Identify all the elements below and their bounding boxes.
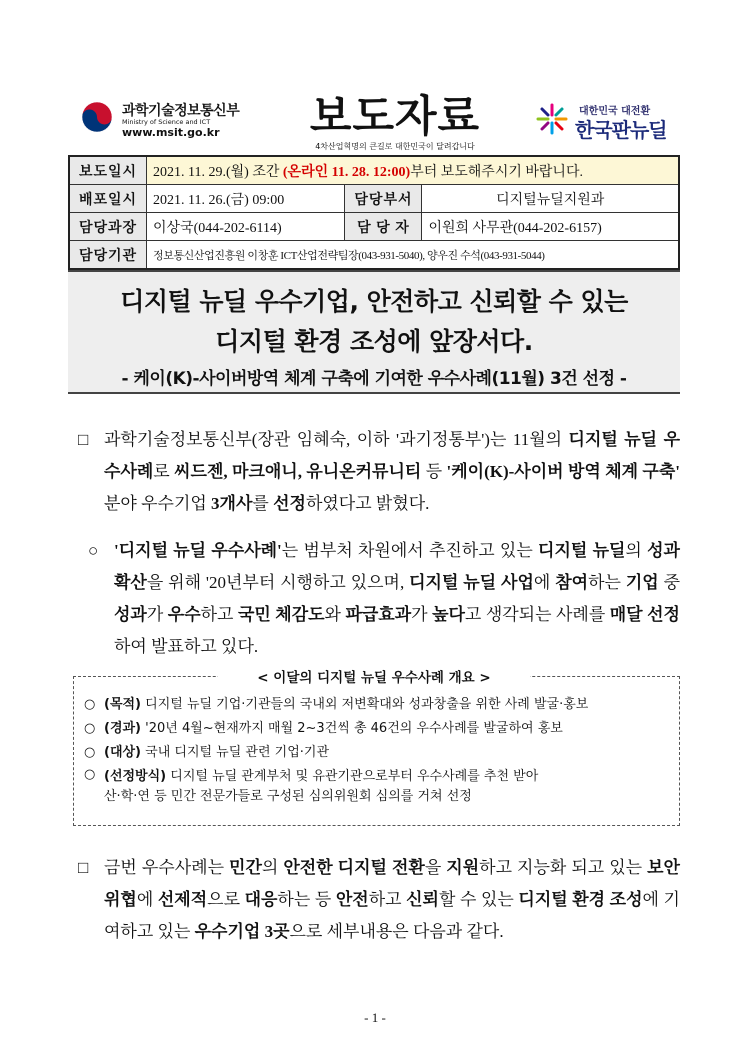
- text-bold: 선제적: [157, 890, 208, 909]
- korean-new-deal-logo: [535, 100, 685, 144]
- square-bullet: □: [78, 858, 89, 877]
- text: 금번 우수사례는: [104, 858, 230, 877]
- text: 하였다고 밝혔다.: [305, 494, 430, 513]
- text: 고 생각되는 사례를: [464, 605, 610, 624]
- text: 등: [421, 462, 447, 481]
- distribution-label: 배포일시: [69, 185, 147, 213]
- summary-item: [84, 717, 679, 741]
- page-number: - 1 -: [364, 1010, 386, 1025]
- section-chief-label: 담당과장: [69, 213, 147, 241]
- text-bold: '케이(K)-사이버 방역 체계 구축': [446, 462, 680, 481]
- text: 으로: [207, 890, 245, 909]
- release-info-table: [68, 155, 680, 270]
- text-bold: 매달 선정: [609, 605, 680, 624]
- text: 으로 세부내용은 다음과 같다.: [289, 922, 504, 941]
- text: 를: [252, 494, 274, 513]
- text-bold: 높다: [432, 605, 465, 624]
- text: 가: [146, 605, 168, 624]
- department-label: 담당부서: [345, 185, 422, 213]
- paragraph-1: [78, 424, 680, 520]
- text: 하고: [368, 890, 407, 909]
- text-bold: 지원: [446, 858, 480, 877]
- text: 하여 발표하고 있다.: [114, 637, 259, 656]
- agency-value: 정보통신산업진흥원 이창훈 ICT산업전략팀장(043-931-5040), 양우진 수석(043-931-5044): [147, 241, 680, 270]
- text: 에: [533, 573, 556, 592]
- text-bold: 디지털 환경 조성: [518, 890, 643, 909]
- summary-item-label: (선정방식): [104, 769, 167, 784]
- text: 로: [153, 462, 175, 481]
- text-bold: 우수: [167, 605, 201, 624]
- circle-bullet: ○: [88, 541, 99, 560]
- text: 에: [136, 890, 158, 909]
- text-bold: '디지털 뉴딜 우수사례': [114, 541, 282, 560]
- text: 을 위해 '20년부터 시행하고 있으며,: [146, 573, 410, 592]
- text-bold: 보안위협: [104, 858, 680, 909]
- paragraph-2: [88, 535, 680, 663]
- text-bold: 성과: [114, 605, 147, 624]
- text-bold: 선정: [273, 494, 306, 513]
- text-bold: 대응: [244, 890, 278, 909]
- release-label: 보도일시: [69, 156, 147, 185]
- text-bold: 성과확산: [114, 541, 680, 592]
- text-bold: 안전: [335, 890, 369, 909]
- text: 의: [625, 541, 648, 560]
- section-chief-value: 이상국(044-202-6114): [147, 213, 345, 241]
- summary-item-label: (목적): [104, 697, 141, 712]
- summary-item: [84, 741, 679, 765]
- text: 하고 지능화 되고 있는: [479, 858, 648, 877]
- release-value: [147, 156, 680, 185]
- text-bold: 참여: [555, 573, 589, 592]
- summary-item-text: 디지털 뉴딜 기업·기관들의 국내외 저변확대와 성과창출을 위한 사례 발굴·홍보: [141, 697, 589, 712]
- summary-item: [84, 693, 679, 717]
- text-bold: 파급효과: [345, 605, 412, 624]
- text: 의: [261, 858, 284, 877]
- summary-item-label: (대상): [104, 745, 141, 760]
- text: 는 범부처 차원에서 추진하고 있는: [281, 541, 539, 560]
- ministry-name: 과학기술정보통신부: [122, 103, 240, 119]
- taegeuk-emblem-icon: [80, 100, 114, 134]
- text: 와: [324, 605, 346, 624]
- release-row: [69, 156, 679, 185]
- person-in-charge-value: 이원희 사무관(044-202-6157): [422, 213, 679, 241]
- ministry-english-name: Ministry of Science and ICT: [122, 118, 211, 126]
- text: 을: [424, 858, 447, 877]
- paragraph-3: [78, 852, 680, 948]
- text-bold: 기업: [625, 573, 659, 592]
- text-bold: 민간: [229, 858, 262, 877]
- text: 할 수 있는: [438, 890, 519, 909]
- press-release-title: 보도자료: [309, 92, 481, 142]
- text: 에 기여하고 있는: [104, 890, 680, 941]
- text: 분야 우수기업: [104, 494, 212, 513]
- summary-item-text: 디지털 뉴딜 관계부처 및 유관기관으로부터 우수사례를 추천 받아: [166, 769, 539, 784]
- summary-item: [84, 765, 679, 807]
- department-value: 디지털뉴딜지원과: [422, 185, 679, 213]
- text-bold: 국민 체감도: [237, 605, 325, 624]
- text: 중: [658, 573, 680, 592]
- text-bold: 우수기업 3곳: [194, 922, 290, 941]
- contact-row: [69, 213, 679, 241]
- text-bold: 씨드젠, 마크애니, 유니온커뮤니티: [174, 462, 422, 481]
- headline-line-2: 디지털 환경 조성에 앞장서다.: [215, 327, 533, 356]
- square-bullet: □: [78, 430, 89, 449]
- headline-line-1: 디지털 뉴딜 우수기업, 안전하고 신뢰할 수 있는: [120, 287, 628, 316]
- release-date: 2021. 11. 29.(월) 조간: [153, 164, 283, 180]
- summary-title: < 이달의 디지털 뉴딜 우수사례 개요 >: [218, 666, 530, 686]
- summary-box: [73, 676, 680, 826]
- agency-label: 담당기관: [69, 241, 147, 270]
- headline-subtitle: - 케이(K)-사이버방역 체계 구축에 기여한 우수사례(11월) 3건 선정 -: [121, 369, 627, 389]
- agency-row: [69, 241, 679, 270]
- person-in-charge-label: 담 당 자: [345, 213, 422, 241]
- new-deal-tagline: 대한민국 대전환: [579, 106, 651, 117]
- text: 하는: [588, 573, 626, 592]
- summary-item-text: '20년 4월~현재까지 매월 2~3건씩 총 46건의 우수사례를 발굴하여 홍보: [141, 721, 563, 736]
- text: 가: [411, 605, 433, 624]
- summary-item-continuation: 산·학·연 등 민간 전문가들로 구성된 심의위원회 심의를 거쳐 선정: [104, 789, 472, 804]
- summary-item-label: (경과): [104, 721, 141, 736]
- text-bold: 3개사: [211, 494, 253, 513]
- text: 과학기술정보통신부(장관 임혜숙, 이하 '과기정통부')는 11월의: [104, 430, 569, 449]
- new-deal-name: 한국판뉴딜: [575, 118, 667, 142]
- text-bold: 안전한 디지털 전환: [283, 858, 425, 877]
- ministry-url: www.msit.go.kr: [122, 126, 220, 139]
- text-bold: 디지털 뉴딜 사업: [409, 573, 534, 592]
- distribution-value: 2021. 11. 26.(금) 09:00: [147, 185, 345, 213]
- headline-box: [68, 270, 680, 394]
- release-note: 부터 보도해주시기 바랍니다.: [410, 164, 583, 180]
- release-online-time: (온라인 11. 28. 12:00): [282, 164, 411, 180]
- text: 하고: [200, 605, 238, 624]
- text-bold: 디지털 뉴딜 우수사례: [104, 430, 680, 481]
- distribution-row: [69, 185, 679, 213]
- text-bold: 신뢰: [406, 890, 439, 909]
- text-bold: 디지털 뉴딜: [538, 541, 626, 560]
- text: 하는 등: [277, 890, 336, 909]
- ministry-logo: [80, 98, 240, 142]
- new-deal-burst-icon: [535, 102, 569, 136]
- slogan: 4차산업혁명의 큰길로 대한민국이 달려갑니다: [315, 142, 475, 151]
- summary-item-text: 국내 디지털 뉴딜 관련 기업·기관: [141, 745, 330, 760]
